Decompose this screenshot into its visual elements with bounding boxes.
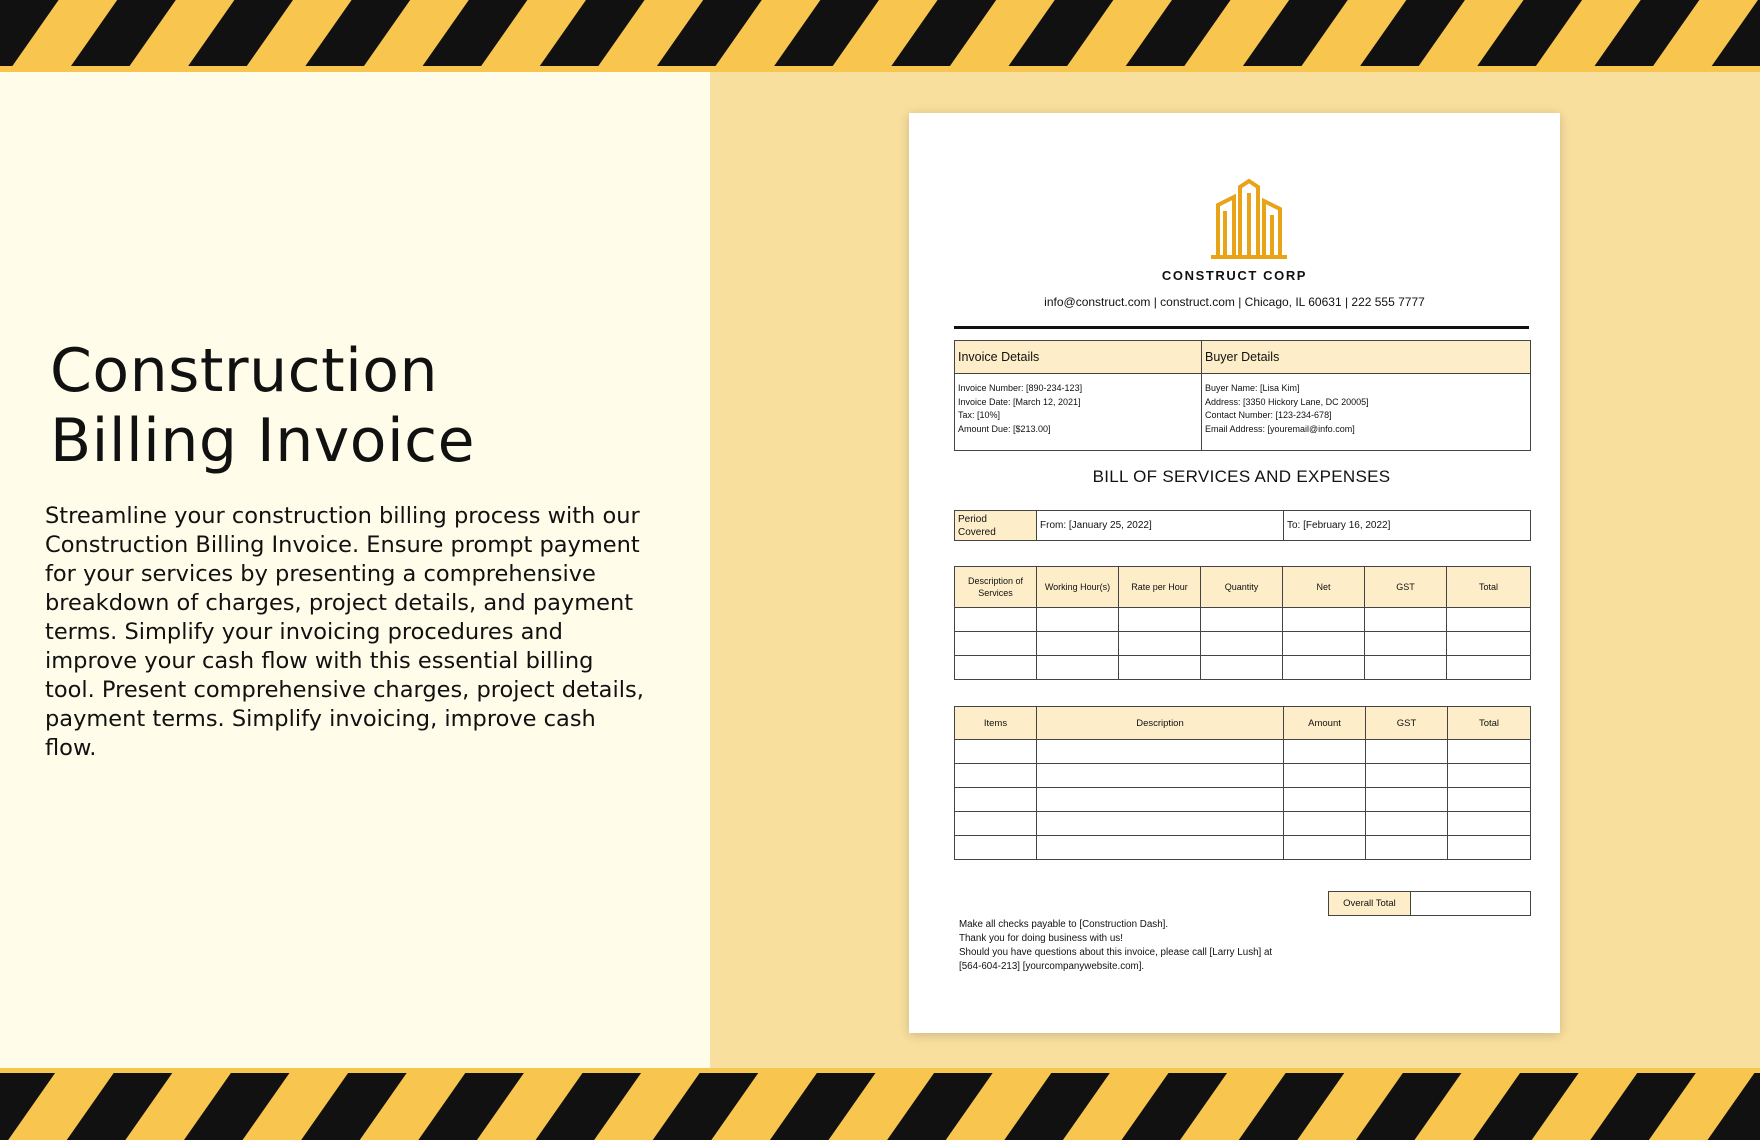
period-label-line1: Period <box>958 513 987 525</box>
note-line: [564-604-213] [yourcompanywebsite.com]. <box>959 961 1145 972</box>
services-header-total: Total <box>1447 567 1531 608</box>
services-table <box>954 566 1531 680</box>
services-header-description-line2: Services <box>978 588 1013 598</box>
invoice-tax: Tax: [10%] <box>958 410 1001 420</box>
invoice-document <box>909 113 1560 1033</box>
invoice-details-cell <box>955 374 1202 451</box>
table-row <box>955 740 1531 764</box>
items-header-total: Total <box>1448 707 1531 740</box>
items-header-gst: GST <box>1366 707 1448 740</box>
hero-description: Streamline your construction billing process with our Construction Billing Invoice. Ensure prompt payment for your services by presenting a comprehensive breakdown of charges, project details, and payment terms. Simplify your invoicing procedures and improve your cash flow with this essential billing tool. Present comprehensive charges, project details, payment terms. Simplify invoicing, improve cash flow. <box>45 503 644 761</box>
table-row <box>955 812 1531 836</box>
period-from: From: [January 25, 2022] <box>1037 511 1284 541</box>
details-table <box>954 340 1531 451</box>
items-table <box>954 706 1531 860</box>
hero-title-line1: Construction <box>50 336 439 406</box>
table-row <box>955 836 1531 860</box>
buyer-name: Buyer Name: [Lisa Kim] <box>1205 383 1300 393</box>
invoice-notes <box>959 918 1272 974</box>
table-row <box>955 788 1531 812</box>
header-divider <box>954 326 1529 329</box>
buyer-details-cell <box>1202 374 1531 451</box>
period-to: To: [February 16, 2022] <box>1284 511 1531 541</box>
company-contact: info@construct.com | construct.com | Chicago, IL 60631 | 222 555 7777 <box>1044 295 1425 309</box>
note-line: Thank you for doing business with us! <box>959 933 1123 944</box>
hero-title <box>50 336 650 476</box>
note-line: Make all checks payable to [Construction Dash]. <box>959 919 1169 930</box>
period-label <box>955 511 1037 541</box>
services-header-gst: GST <box>1365 567 1447 608</box>
bill-title: BILL OF SERVICES AND EXPENSES <box>1092 467 1391 486</box>
services-header-working-hours: Working Hour(s) <box>1037 567 1119 608</box>
services-header-net: Net <box>1283 567 1365 608</box>
services-header-rate: Rate per Hour <box>1119 567 1201 608</box>
services-header-description-line1: Description of <box>967 576 1024 586</box>
top-hazard-stripe <box>0 0 1760 72</box>
table-row <box>955 656 1531 680</box>
services-header-description <box>955 567 1037 608</box>
table-row <box>955 632 1531 656</box>
services-header-quantity: Quantity <box>1201 567 1283 608</box>
overall-total-label: Overall Total <box>1329 892 1411 916</box>
buyer-details-header: Buyer Details <box>1202 341 1531 374</box>
invoice-number: Invoice Number: [890-234-123] <box>958 383 1083 393</box>
items-header-amount: Amount <box>1284 707 1366 740</box>
buyer-email: Email Address: [youremail@info.com] <box>1205 423 1355 434</box>
items-header-items: Items <box>955 707 1037 740</box>
note-line: Should you have questions about this invoice, please call [Larry Lush] at <box>959 947 1273 958</box>
buyer-contact-number: Contact Number: [123-234-678] <box>1205 410 1332 420</box>
table-row <box>955 608 1531 632</box>
table-row <box>955 764 1531 788</box>
amount-due: Amount Due: [$213.00] <box>958 423 1051 434</box>
hero-title-line2: Billing Invoice <box>50 406 476 476</box>
buildings-icon <box>1209 175 1289 264</box>
bottom-hazard-stripe <box>0 1068 1760 1140</box>
period-table <box>954 510 1531 541</box>
overall-total-table <box>1328 891 1531 916</box>
period-label-line2: Covered <box>958 526 996 538</box>
company-name: CONSTRUCT CORP <box>1161 268 1308 283</box>
items-header-description: Description <box>1037 707 1284 740</box>
buyer-address: Address: [3350 Hickory Lane, DC 20005] <box>1205 396 1369 407</box>
invoice-details-header: Invoice Details <box>955 341 1202 374</box>
overall-total-value <box>1411 892 1531 916</box>
invoice-date: Invoice Date: [March 12, 2021] <box>958 396 1081 407</box>
